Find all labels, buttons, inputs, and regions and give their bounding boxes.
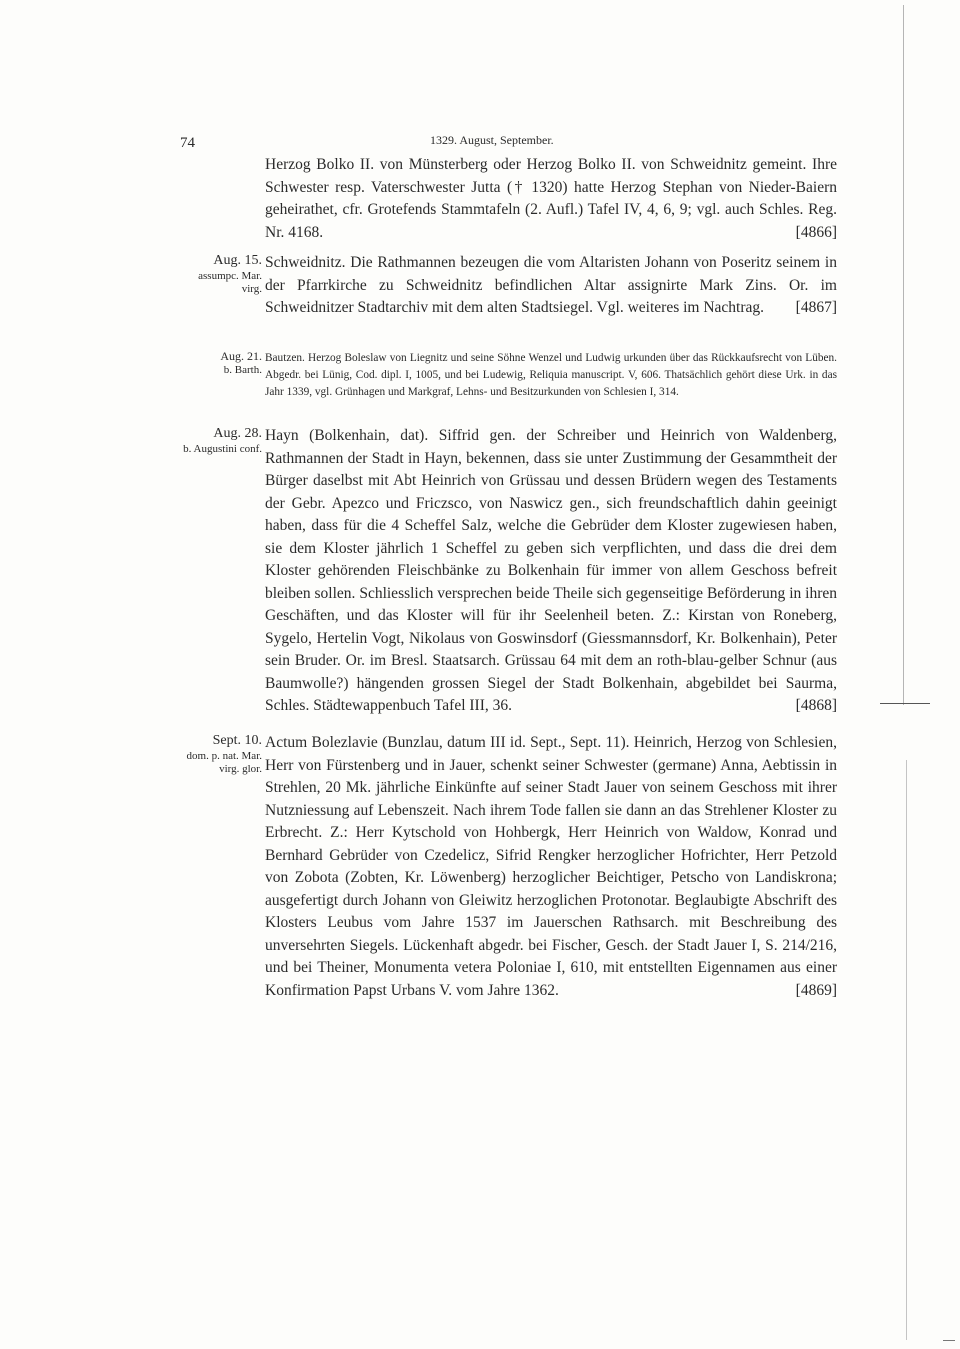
page-edge-line-lower — [906, 760, 907, 1340]
document-number: [4866] — [795, 223, 837, 241]
entry-4869 — [265, 732, 837, 1002]
entry-text: Actum Bolezlavie (Bunzlau, datum III id. Sept., Sept. 11). Heinrich, Herzog von Schlesien, Herr von Fürstenberg und in Jauer, schenkt seiner Schwester (germane) Anna, Aebtissin in Strehlen, 20 Mk. jährliche Einkünfte auf seiner Stadt Jauer von seinem Geschoss mit ihrer Nutzniessung auf Lebenszeit. Nach ihrem Tode fallen sie dann an das Strehlener Kloster zu Erbrecht. Z.: Herr Kytschold von Hohbergk, Herr Heinrich von Waldow, Konrad und Bernhard Gebrüder von Czedelicz, Sifrid Rengker herzoglicher Hofrichter, Herr Petzold von Zobota (Zobten, Kr. Löwenberg) herzoglicher Beichtiger, Petscho von Landiskrona; ausgefertigt durch Johann von Gleiwitz herzoglichen Protonotar. Beglaubigte Abschrift des Klosters Leubus vom Jahre 1537 im Jauerschen Rathsarch. mit Beschreibung des unversehrten Siegels. Lückenhaft abgedr. bei Fischer, Gesch. der Stadt Jauer I, S. 214/216, und bei Theiner, Monumenta vetera Poloniae I, 610, mit entstellten Eigennamen aus einer Konfirmation Papst Urbans V. vom Jahre 1362. — [265, 734, 837, 999]
entry-bautzen — [265, 350, 837, 401]
document-number: [4868] — [795, 697, 837, 714]
page-edge-mark-lower — [943, 1340, 955, 1341]
document-number: [4869] — [795, 981, 837, 999]
document-number: [4867] — [795, 299, 837, 316]
margin-note — [177, 425, 262, 456]
entry-date: Aug. 21. — [220, 349, 262, 363]
continuation-text: Herzog Bolko II. von Münsterberg oder Herzog Bolko II. von Schweidnitz gemeint. Ihre Schwester resp. Vaterschwester Jutta († 1320) hatte Herzog Stephan von Nieder-Baiern geheirathet, cfr. Grotefends Stammtafeln (2. Aufl.) Tafel IV, 4, 6, 9; vgl. auch Schles. Reg. Nr. 4168. — [265, 156, 837, 241]
entry-text: Bautzen. Herzog Boleslaw von Liegnitz und seine Söhne Wenzel und Ludwig urkunden über das Rückkaufsrecht von Lüben. Abgedr. bei Lünig, Cod. dipl. I, 1005, und bei Ludewig, Reliquia manuscript. V, 606. Thatsächlich gehört diese Urk. in das Jahr 1339, vgl. Grünhagen und Markgraf, Lehns- und Besitzurkunden von Schlesien I, 314. — [265, 352, 837, 398]
entry-4867 — [265, 252, 837, 320]
entry-feast: b. Barth. — [223, 364, 262, 376]
entry-feast: assumpc. Mar. virg. — [198, 270, 262, 295]
page-edge-line — [903, 5, 904, 705]
entry-feast: b. Augustini conf. — [183, 443, 262, 455]
margin-note — [177, 348, 262, 377]
continuation-block — [265, 154, 837, 244]
entry-text: Schweidnitz. Die Rathmannen bezeugen die vom Altaristen Johann von Poseritz seinem in der Pfarrkirche zu Schweidnitz befindlichen Altar assignirte Mark Zins. Or. im Schweidnitzer Stadtarchiv mit dem alten Stadtsiegel. Vgl. weiteres im Nachtrag. — [265, 254, 837, 316]
entry-date: Aug. 28. — [213, 426, 262, 441]
page-edge-mark — [880, 703, 930, 704]
entry-text: Hayn (Bolkenhain, dat). Siffrid gen. der Schreiber und Heinrich von Waldenberg, Rathmannen der Stadt in Hayn, bekennen, dass sie unter Zustimmung der Gesammtheit der Bürger daselbst mit Abt Heinrich von Grüssau und dessen Brüdern wegen des Testaments der Gebr. Apezco und Friczsco, von Naswicz gen., sich freundschaftlich dahin geeinigt haben, dass für die 4 Scheffel Salz, welche die Gebrüder dem Kloster zugewiesen haben, sie dem Kloster jährlich 1 Scheffel zu geben sich verpflichten, und dass die drei dem Kloster gehörenden Fleischbänke zu Bolkenhain für immer von allem Geschoss befreit bleiben sollen. Schliesslich versprechen beide Theile sich gegenseitige Beförderung in ihren Geschäften, und das Kloster will für ihr Seelenheil beten. Z.: Kirstan von Roneberg, Sygelo, Hertelin Vogt, Nikolaus von Goswinsdorf (Giessmannsdorf, Kr. Bolkenhain), Peter sein Bruder. Or. im Bresl. Staatsarch. Grüssau 64 mit dem an roth-blau-gelber Schnur (aus Baumwolle?) hängenden grossen Siegel der Stadt Bolkenhain, abgebildet bei Saurma, Schles. Städtewappenbuch Tafel III, 36. — [265, 427, 837, 714]
entry-4868 — [265, 425, 837, 718]
entry-date: Aug. 15. — [213, 253, 262, 268]
entry-feast: dom. p. nat. Mar. virg. glor. — [186, 750, 262, 775]
margin-note — [177, 252, 262, 295]
margin-note — [177, 732, 262, 775]
page-number: 74 — [180, 135, 195, 151]
running-title: 1329. August, September. — [430, 133, 554, 147]
entry-date: Sept. 10. — [212, 733, 262, 748]
